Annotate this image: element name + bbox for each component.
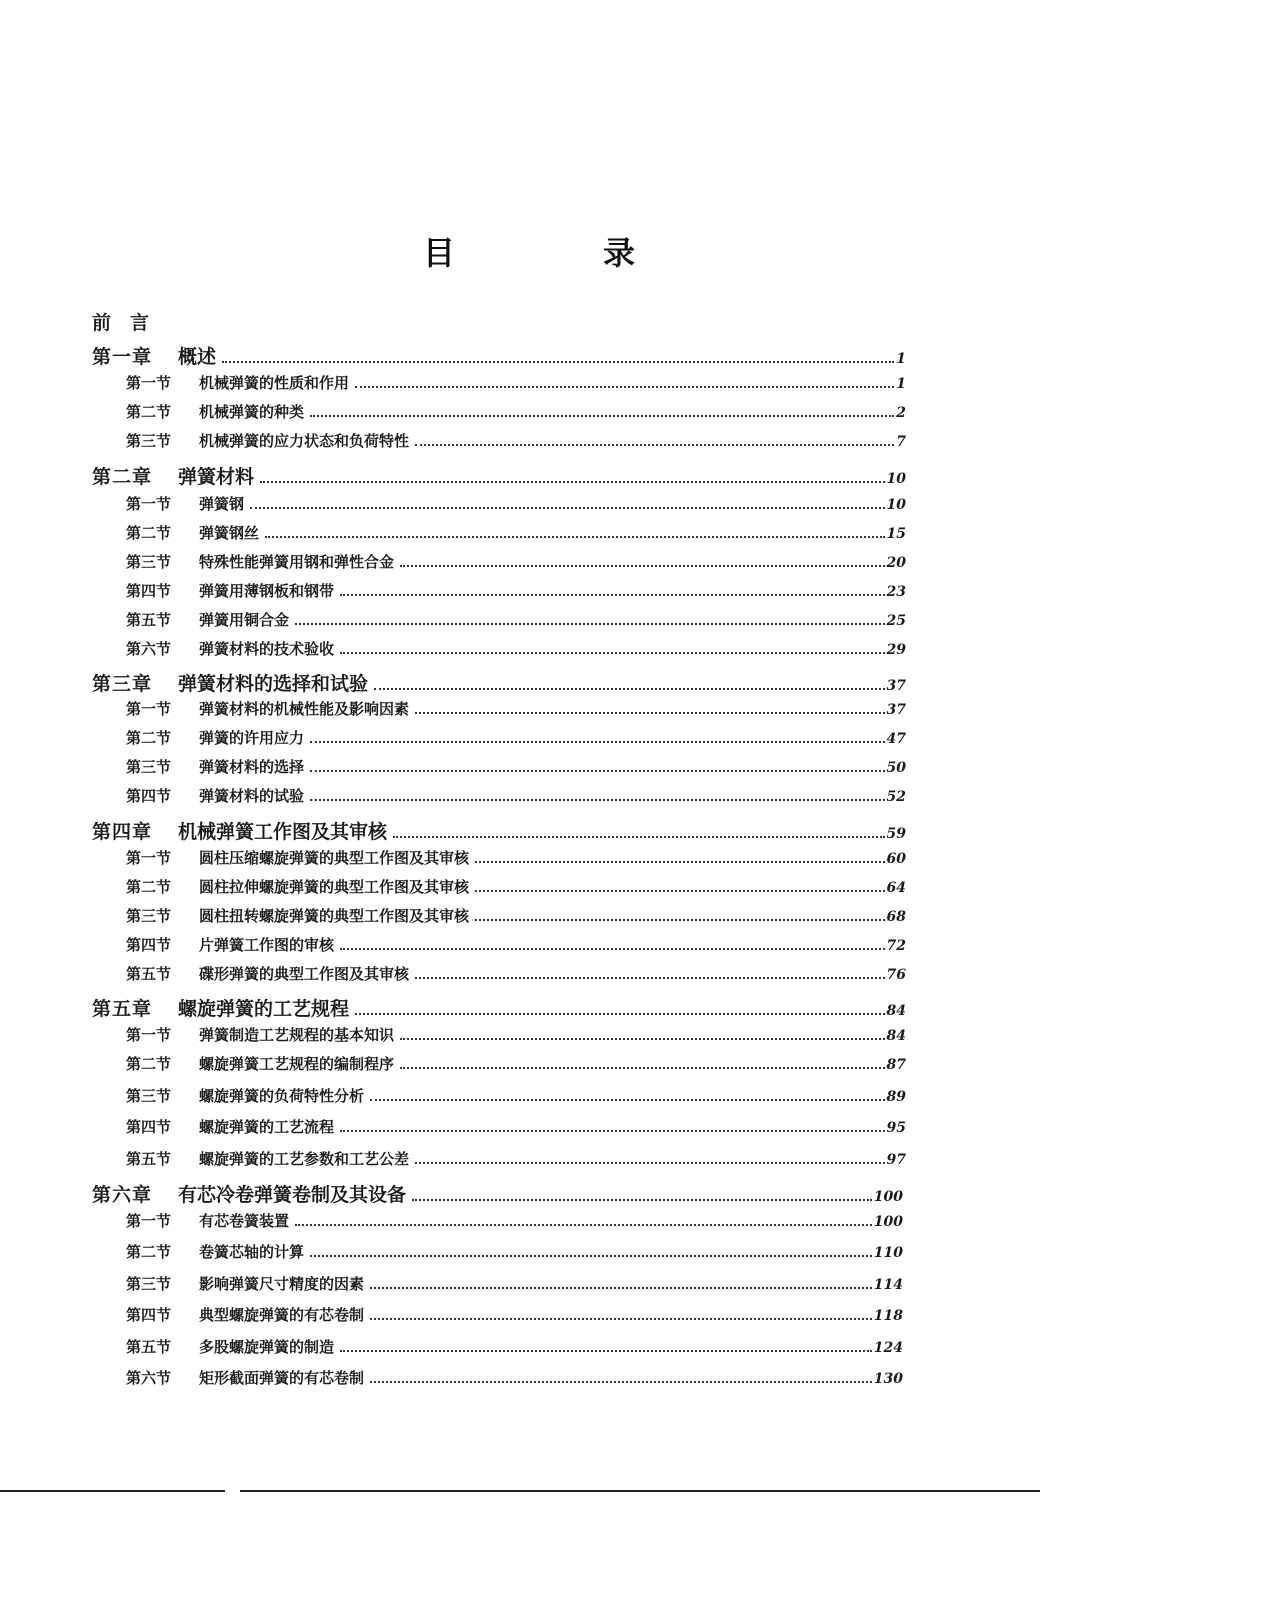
toc-entry-page-number: 59 <box>886 826 906 842</box>
toc-dot-leader <box>475 919 885 921</box>
toc-entry-title: 弹簧材料的选择 <box>199 758 305 776</box>
toc-entry-page-number: 97 <box>886 1152 906 1168</box>
toc-entry-number: 第六节 <box>126 640 172 658</box>
toc-entry-title: 机械弹簧的种类 <box>199 403 305 421</box>
toc-entry-number: 第四节 <box>126 787 172 805</box>
toc-section-entry <box>126 638 906 659</box>
toc-entry-number: 第四节 <box>126 582 172 600</box>
toc-entry-title: 有芯卷簧装置 <box>199 1212 290 1230</box>
toc-entry-page-number: 29 <box>886 642 906 658</box>
toc-entry-number: 第四章 <box>92 821 153 843</box>
toc-entry-title: 多股螺旋弹簧的制造 <box>199 1338 335 1356</box>
toc-section-entry <box>126 1210 903 1231</box>
toc-section-entry <box>126 934 906 955</box>
toc-section-entry <box>126 372 906 393</box>
toc-entry-page-number: 100 <box>873 1214 903 1230</box>
toc-entry-number: 第五节 <box>126 1150 172 1168</box>
toc-entry-title: 弹簧材料的技术验收 <box>199 640 335 658</box>
toc-dot-leader <box>393 836 885 838</box>
toc-section-entry <box>126 876 906 897</box>
toc-section-entry <box>126 1367 903 1388</box>
toc-dot-leader <box>310 415 894 417</box>
toc-entry-title: 机械弹簧工作图及其审核 <box>178 821 388 843</box>
toc-entry-number: 第二节 <box>126 1055 172 1073</box>
toc-entry-page-number: 89 <box>886 1089 906 1105</box>
toc-dot-leader <box>260 481 885 483</box>
toc-dot-leader <box>310 799 885 801</box>
toc-entry-title: 机械弹簧的性质和作用 <box>199 374 350 392</box>
toc-entry-title: 圆柱拉伸螺旋弹簧的典型工作图及其审核 <box>199 878 470 896</box>
toc-dot-leader <box>412 1199 872 1201</box>
toc-entry-number: 第一节 <box>126 1212 172 1230</box>
toc-chapter-entry <box>92 994 906 1021</box>
toc-dot-leader <box>415 1162 885 1164</box>
toc-dot-leader <box>415 712 885 714</box>
toc-entry-number: 第四节 <box>126 1306 172 1324</box>
toc-entry-title: 弹簧材料的试验 <box>199 787 305 805</box>
toc-entry-number: 第一节 <box>126 495 172 513</box>
toc-entry-title: 弹簧的许用应力 <box>199 729 305 747</box>
toc-entry-page-number: 15 <box>886 526 906 542</box>
toc-entry-page-number: 114 <box>873 1277 903 1293</box>
toc-entry-number: 第二节 <box>126 729 172 747</box>
bottom-rule-left <box>0 1490 225 1492</box>
toc-entry-page-number: 110 <box>873 1245 903 1261</box>
toc-entry-title: 特殊性能弹簧用钢和弹性合金 <box>199 553 395 571</box>
toc-section-entry <box>126 727 906 748</box>
toc-entry-page-number: 52 <box>886 789 906 805</box>
toc-dot-leader <box>340 594 885 596</box>
toc-entry-page-number: 1 <box>896 351 906 367</box>
toc-dot-leader <box>475 861 885 863</box>
toc-entry-title: 弹簧制造工艺规程的基本知识 <box>199 1026 395 1044</box>
toc-section-entry <box>126 963 906 984</box>
toc-dot-leader <box>295 1224 872 1226</box>
toc-section-entry <box>126 493 906 514</box>
toc-entry-page-number: 95 <box>886 1120 906 1136</box>
toc-dot-leader <box>222 361 894 363</box>
toc-entry-title: 螺旋弹簧的工艺规程 <box>178 998 350 1020</box>
toc-entry-title: 螺旋弹簧的工艺参数和工艺公差 <box>199 1150 410 1168</box>
toc-entry-number: 第六节 <box>126 1369 172 1387</box>
toc-entry-number: 第三节 <box>126 1087 172 1105</box>
toc-entry-number: 第一节 <box>126 1026 172 1044</box>
toc-entry-number: 第三节 <box>126 907 172 925</box>
toc-section-entry <box>126 609 906 630</box>
toc-dot-leader <box>400 1038 885 1040</box>
toc-entry-number: 第五节 <box>126 965 172 983</box>
toc-section-entry <box>126 1085 906 1106</box>
toc-entry-number: 第一节 <box>126 374 172 392</box>
toc-entry-page-number: 84 <box>886 1003 906 1019</box>
toc-entry-page-number: 23 <box>886 584 906 600</box>
toc-entry-title: 概述 <box>178 346 217 368</box>
toc-section-entry <box>126 698 906 719</box>
toc-entry-title: 有芯冷卷弹簧卷制及其设备 <box>178 1184 407 1206</box>
toc-section-entry <box>126 756 906 777</box>
toc-dot-leader <box>370 1318 872 1320</box>
toc-entry-page-number: 60 <box>886 851 906 867</box>
toc-entry-number: 第二章 <box>92 466 153 488</box>
toc-entry-number: 第二节 <box>126 1243 172 1261</box>
toc-section-entry <box>126 401 906 422</box>
toc-entry-title: 螺旋弹簧工艺规程的编制程序 <box>199 1055 395 1073</box>
toc-dot-leader <box>374 688 885 690</box>
toc-dot-leader <box>265 536 885 538</box>
toc-entry-title: 机械弹簧的应力状态和负荷特性 <box>199 432 410 450</box>
toc-section-entry <box>126 551 906 572</box>
toc-dot-leader <box>340 1130 885 1132</box>
toc-entry-title: 矩形截面弹簧的有芯卷制 <box>199 1369 365 1387</box>
toc-entry-page-number: 25 <box>886 613 906 629</box>
toc-dot-leader <box>370 1099 885 1101</box>
toc-entry-title: 弹簧用薄钢板和钢带 <box>199 582 335 600</box>
toc-entry-page-number: 84 <box>886 1028 906 1044</box>
toc-entry-page-number: 68 <box>886 909 906 925</box>
toc-entry-title: 弹簧钢丝 <box>199 524 260 542</box>
toc-entry-page-number: 1 <box>896 376 906 392</box>
toc-entry-page-number: 124 <box>873 1340 903 1356</box>
toc-dot-leader <box>415 977 885 979</box>
toc-chapter-entry <box>92 462 906 489</box>
toc-entry-page-number: 64 <box>886 880 906 896</box>
toc-entry-number: 第五节 <box>126 611 172 629</box>
toc-section-entry <box>126 580 906 601</box>
toc-section-entry <box>126 1304 903 1325</box>
toc-entry-title: 影响弹簧尺寸精度的因素 <box>199 1275 365 1293</box>
toc-entry-number: 第三节 <box>126 432 172 450</box>
toc-entry-page-number: 37 <box>886 678 906 694</box>
toc-entry-title: 典型螺旋弹簧的有芯卷制 <box>199 1306 365 1324</box>
toc-entry-number: 第二节 <box>126 524 172 542</box>
toc-dot-leader <box>400 565 885 567</box>
preface-heading <box>92 308 149 335</box>
toc-dot-leader <box>400 1067 885 1069</box>
toc-entry-title: 螺旋弹簧的工艺流程 <box>199 1118 335 1136</box>
toc-entry-page-number: 118 <box>873 1308 903 1324</box>
toc-entry-title: 片弹簧工作图的审核 <box>199 936 335 954</box>
toc-entry-number: 第一节 <box>126 700 172 718</box>
toc-section-entry <box>126 905 906 926</box>
toc-entry-number: 第六章 <box>92 1184 153 1206</box>
toc-entry-page-number: 72 <box>886 938 906 954</box>
toc-entry-title: 螺旋弹簧的负荷特性分析 <box>199 1087 365 1105</box>
toc-entry-number: 第三节 <box>126 553 172 571</box>
toc-entry-page-number: 50 <box>886 760 906 776</box>
toc-entry-number: 第二节 <box>126 403 172 421</box>
toc-entry-number: 第三节 <box>126 1275 172 1293</box>
toc-entry-title: 弹簧材料 <box>178 466 255 488</box>
toc-entry-page-number: 47 <box>886 731 906 747</box>
toc-entry-title: 弹簧钢 <box>199 495 245 513</box>
toc-chapter-entry <box>92 342 906 369</box>
toc-section-entry <box>126 1273 903 1294</box>
toc-entry-page-number: 76 <box>886 967 906 983</box>
toc-entry-title: 卷簧芯轴的计算 <box>199 1243 305 1261</box>
toc-chapter-entry <box>92 1180 903 1207</box>
toc-dot-leader <box>340 948 885 950</box>
toc-chapter-entry <box>92 669 906 696</box>
toc-dot-leader <box>295 623 885 625</box>
toc-entry-title: 弹簧材料的选择和试验 <box>178 673 369 695</box>
toc-chapter-entry <box>92 817 906 844</box>
toc-section-entry <box>126 847 906 868</box>
toc-entry-page-number: 20 <box>886 555 906 571</box>
toc-dot-leader <box>370 1287 872 1289</box>
toc-entry-page-number: 100 <box>873 1189 903 1205</box>
toc-section-entry <box>126 430 906 451</box>
preface-label: 前 言 <box>92 312 150 334</box>
toc-entry-page-number: 10 <box>886 471 906 487</box>
toc-section-entry <box>126 1024 906 1045</box>
toc-entry-number: 第五章 <box>92 998 153 1020</box>
toc-section-entry <box>126 1148 906 1169</box>
toc-entry-page-number: 37 <box>886 702 906 718</box>
toc-dot-leader <box>340 1350 872 1352</box>
toc-section-entry <box>126 522 906 543</box>
toc-entry-number: 第五节 <box>126 1338 172 1356</box>
toc-entry-number: 第四节 <box>126 1118 172 1136</box>
toc-dot-leader <box>415 444 894 446</box>
toc-entry-title: 弹簧用铜合金 <box>199 611 290 629</box>
toc-entry-number: 第一节 <box>126 849 172 867</box>
toc-entry-page-number: 87 <box>886 1057 906 1073</box>
toc-section-entry <box>126 1116 906 1137</box>
toc-entry-page-number: 2 <box>896 405 906 421</box>
toc-entry-title: 圆柱扭转螺旋弹簧的典型工作图及其审核 <box>199 907 470 925</box>
toc-dot-leader <box>370 1381 872 1383</box>
toc-entry-page-number: 7 <box>896 434 906 450</box>
toc-dot-leader <box>250 507 885 509</box>
toc-entry-number: 第二节 <box>126 878 172 896</box>
toc-entry-title: 碟形弹簧的典型工作图及其审核 <box>199 965 410 983</box>
toc-entry-number: 第四节 <box>126 936 172 954</box>
toc-section-entry <box>126 785 906 806</box>
bottom-rule-right <box>240 1490 1040 1492</box>
toc-entry-number: 第一章 <box>92 346 153 368</box>
toc-section-entry <box>126 1241 903 1262</box>
toc-dot-leader <box>355 386 894 388</box>
toc-dot-leader <box>310 1255 872 1257</box>
toc-dot-leader <box>340 652 885 654</box>
toc-entry-number: 第三章 <box>92 673 153 695</box>
toc-entry-page-number: 10 <box>886 497 906 513</box>
toc-dot-leader <box>310 741 885 743</box>
toc-entry-number: 第三节 <box>126 758 172 776</box>
toc-section-entry <box>126 1053 906 1074</box>
toc-dot-leader <box>355 1013 885 1015</box>
toc-entry-title: 弹簧材料的机械性能及影响因素 <box>199 700 410 718</box>
toc-dot-leader <box>475 890 885 892</box>
page-title: 目 录 <box>422 234 693 272</box>
toc-entry-page-number: 130 <box>873 1371 903 1387</box>
toc-section-entry <box>126 1336 903 1357</box>
toc-entry-title: 圆柱压缩螺旋弹簧的典型工作图及其审核 <box>199 849 470 867</box>
toc-dot-leader <box>310 770 885 772</box>
